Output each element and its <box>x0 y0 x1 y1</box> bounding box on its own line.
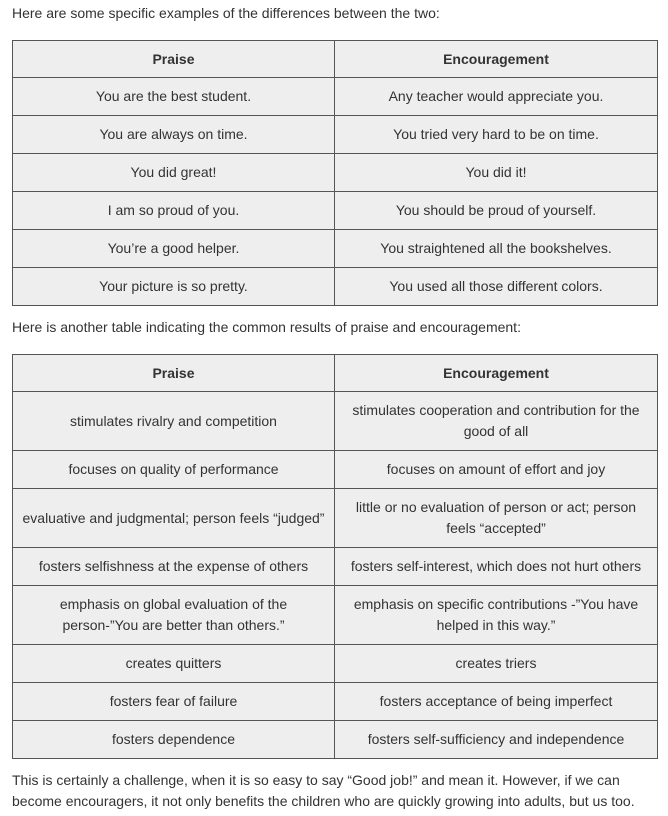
intro-paragraph: Here are some specific examples of the differences between the two: <box>12 5 440 21</box>
praise-cell: You are always on time. <box>13 116 335 154</box>
table-row <box>13 548 658 586</box>
intro-paragraph-2: Here is another table indicating the common results of praise and encouragement: <box>12 319 521 335</box>
table-row <box>13 116 658 154</box>
table-row <box>13 451 658 489</box>
praise-cell: Your picture is so pretty. <box>13 268 335 306</box>
table-row <box>13 192 658 230</box>
encouragement-cell: You tried very hard to be on time. <box>335 116 658 154</box>
encouragement-cell: stimulates cooperation and contribution for the good of all <box>335 392 658 451</box>
table-row <box>13 683 658 721</box>
encouragement-cell: fosters self-sufficiency and independence <box>335 721 658 759</box>
praise-cell: stimulates rivalry and competition <box>13 392 335 451</box>
praise-cell: emphasis on global evaluation of the person-”You are better than others.” <box>13 586 335 645</box>
encouragement-cell: creates triers <box>335 645 658 683</box>
encouragement-cell: Any teacher would appreciate you. <box>335 78 658 116</box>
encouragement-cell: fosters acceptance of being imperfect <box>335 683 658 721</box>
praise-cell: focuses on quality of performance <box>13 451 335 489</box>
table-row <box>13 230 658 268</box>
praise-cell: fosters selfishness at the expense of others <box>13 548 335 586</box>
table-header-row <box>13 41 658 78</box>
column-header-encouragement: Encouragement <box>335 41 658 78</box>
praise-cell: I am so proud of you. <box>13 192 335 230</box>
table-row <box>13 268 658 306</box>
praise-cell: You are the best student. <box>13 78 335 116</box>
table-row <box>13 392 658 451</box>
encouragement-cell: fosters self-interest, which does not hurt others <box>335 548 658 586</box>
encouragement-cell: You straightened all the bookshelves. <box>335 230 658 268</box>
praise-cell: You’re a good helper. <box>13 230 335 268</box>
column-header-praise: Praise <box>13 41 335 78</box>
table-row <box>13 489 658 548</box>
closing-paragraph: This is certainly a challenge, when it is so easy to say “Good job!” and mean it. However, if we can become encouragers, it not only benefits the children who are quickly growing into adults, but us too. <box>12 772 635 809</box>
encouragement-cell: You did it! <box>335 154 658 192</box>
encouragement-cell: focuses on amount of effort and joy <box>335 451 658 489</box>
praise-vs-encouragement-results-table <box>12 354 658 759</box>
encouragement-cell: You should be proud of yourself. <box>335 192 658 230</box>
encouragement-cell: emphasis on specific contributions -”You have helped in this way.” <box>335 586 658 645</box>
table-header-row <box>13 355 658 392</box>
praise-cell: fosters dependence <box>13 721 335 759</box>
encouragement-cell: You used all those different colors. <box>335 268 658 306</box>
table-row <box>13 78 658 116</box>
column-header-encouragement: Encouragement <box>335 355 658 392</box>
table-row <box>13 721 658 759</box>
column-header-praise: Praise <box>13 355 335 392</box>
table-row <box>13 645 658 683</box>
praise-cell: You did great! <box>13 154 335 192</box>
praise-cell: fosters fear of failure <box>13 683 335 721</box>
praise-cell: creates quitters <box>13 645 335 683</box>
table-row <box>13 586 658 645</box>
praise-cell: evaluative and judgmental; person feels “judged” <box>13 489 335 548</box>
table-row <box>13 154 658 192</box>
encouragement-cell: little or no evaluation of person or act; person feels “accepted” <box>335 489 658 548</box>
praise-vs-encouragement-examples-table <box>12 40 658 306</box>
